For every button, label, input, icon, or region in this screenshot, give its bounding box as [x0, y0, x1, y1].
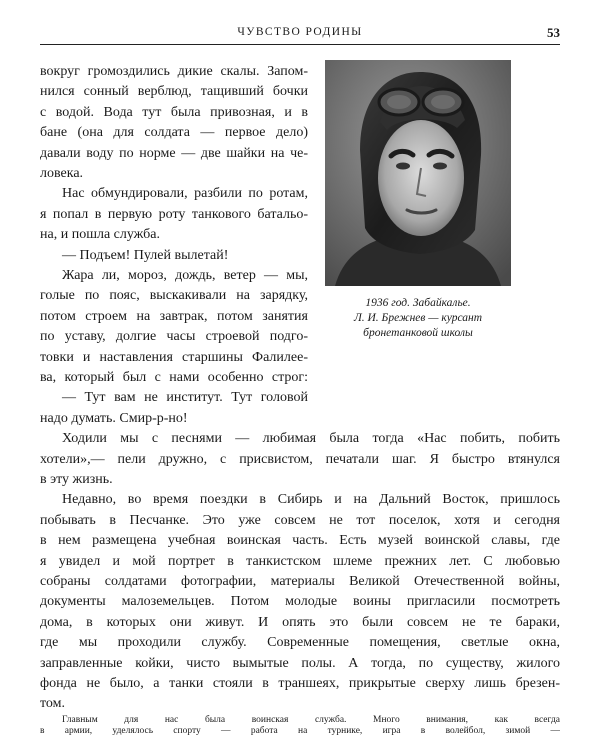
paragraph-line: в нем размещена учебная воинская часть. Есть музей воинской славы, где: [40, 533, 560, 549]
dialogue-line: — Тут вам не институт. Тут головой: [62, 390, 308, 406]
paragraph-line: я попал в первую роту танкового батальо-: [40, 206, 308, 222]
paragraph-line: документы малоземельцев. Потом молодые воины пригласили посмотреть: [40, 594, 560, 610]
paragraph-line: собраны солдатами фотографии, материалы Великой Отечественной войны,: [40, 574, 560, 589]
photo-caption: [318, 296, 518, 341]
paragraph-line: Главным для нас была воинская служба. Много внимания, как всегда: [62, 714, 560, 725]
caption-line: Л. И. Брежнев — курсант: [353, 312, 483, 324]
caption-line: бронетанковой школы: [363, 327, 473, 339]
paragraph-line: на, и пошла служба.: [40, 227, 161, 243]
page-number: 53: [547, 25, 560, 40]
paragraph-line: Недавно, во время поездки в Сибирь и на Дальний Восток, пришлось: [62, 492, 560, 508]
paragraph-line: Жара ли, мороз, дождь, ветер — мы,: [62, 268, 308, 283]
paragraph-line: том.: [40, 696, 66, 712]
continuation-block: [40, 715, 560, 743]
caption-line: 1936 год. Забайкалье.: [365, 297, 471, 309]
paragraph-line: дома, в которых они живут. И опять это были совсем не те бараки,: [40, 614, 560, 630]
paragraph-line: ловека.: [40, 166, 84, 181]
paragraph-line: фонда не было, а танки стояли в траншеях, прикрытые сверху лишь брезен-: [40, 676, 560, 691]
running-head: [40, 26, 560, 45]
paragraph-line: голые по пояс, выскакивали на зарядку,: [40, 288, 308, 304]
paragraph-line: ва, который был с нами особенно строг:: [40, 370, 308, 385]
paragraph-line: Ходили мы с песнями — любимая была тогда «Нас побить, побить: [62, 431, 560, 447]
paragraph-line: нился сонный верблюд, тащивший бочки: [40, 84, 308, 100]
portrait-photo-image: [325, 60, 511, 286]
paragraph-line: товки и наставления старшины Фалилее-: [40, 349, 308, 365]
paragraph-line: хотели»,— пели дружно, с присвистом, печатали шаг. Я быстро втянулся: [40, 451, 560, 467]
paragraph-line: потом строем на завтрак, потом занятия: [40, 308, 308, 324]
paragraph-line: бане (она для солдата — первое дело): [40, 125, 308, 141]
dialogue-line: — Подъем! Пулей вылетай!: [62, 247, 229, 263]
portrait-photo: [325, 60, 511, 286]
dialogue-line: надо думать. Смир-р-но!: [40, 410, 188, 426]
paragraph-line: в эту жизнь.: [40, 472, 113, 487]
paragraph-line: по уставу, долгие часы строевой подго-: [40, 329, 308, 345]
running-title: ЧУВСТВО РОДИНЫ: [237, 26, 363, 38]
paragraph: вокруг громоздились дикие скалы. Запом-: [40, 64, 308, 79]
paragraph-line: Нас обмундировали, разбили по ротам,: [62, 186, 308, 202]
paragraph-line: я увидел и мой портрет в танкистском шлеме прежних лет. С любовью: [40, 553, 560, 569]
paragraph-line: побывать в Песчанке. Это уже совсем не тот поселок, хотя и сегодня: [40, 512, 560, 528]
paragraph-line: где мы проходили службу. Современные помещения, светлые окна,: [40, 635, 560, 651]
paragraph-line: заправленные койки, чисто вымытые полы. А тогда, по существу, жилого: [40, 655, 560, 671]
paragraph-line: давали воду по норме — две шайки на че-: [40, 145, 308, 161]
paragraph-line: с водой. Вода тут была привозная, и в: [40, 104, 308, 120]
paragraph-line: в армии, уделялось спорту — работа на турнике, игра в волейбол, зимой —: [40, 725, 560, 736]
